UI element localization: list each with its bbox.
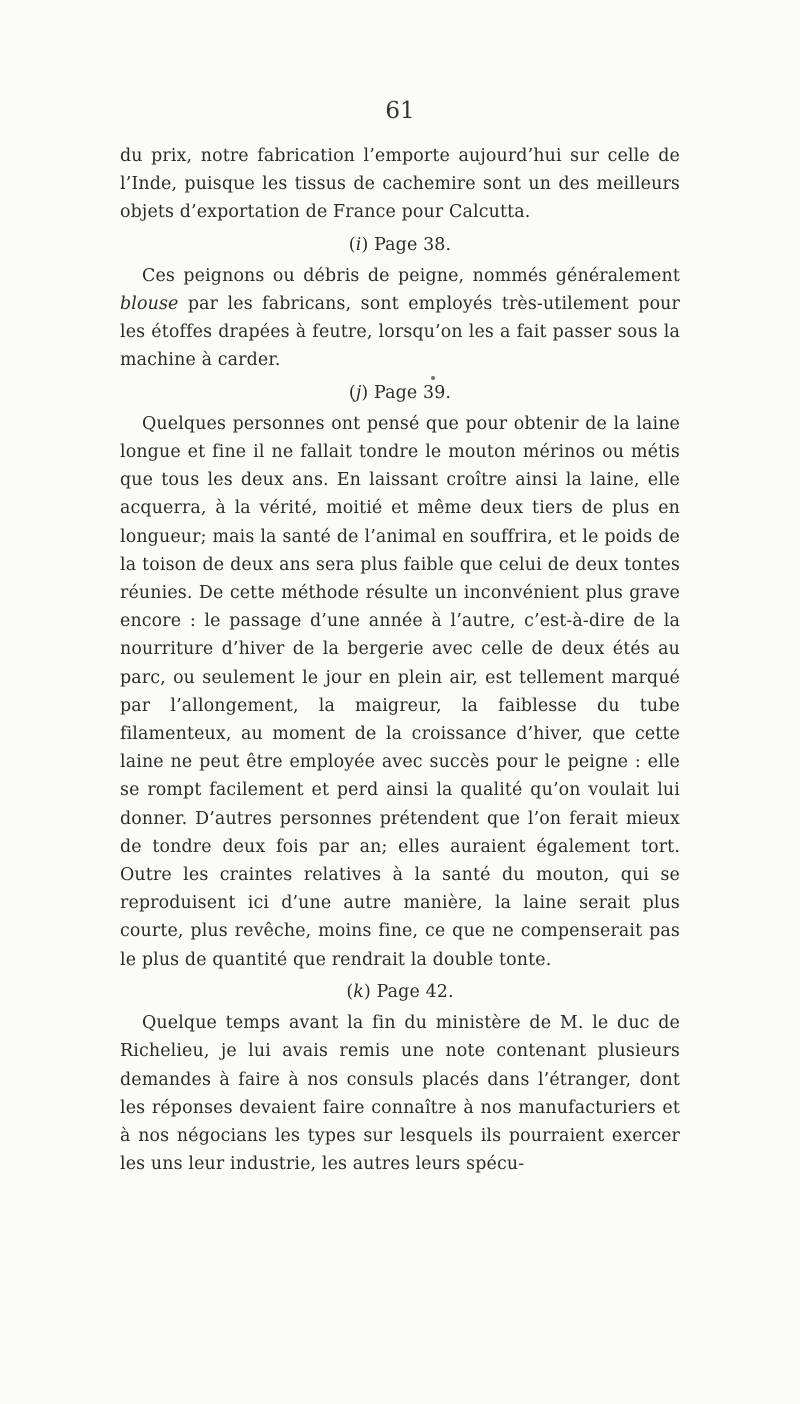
note-page-ref-k: Page 42. bbox=[376, 981, 454, 1002]
note-marker-k: k bbox=[353, 981, 364, 1002]
note-heading-k: (k) Page 42. bbox=[346, 981, 454, 1002]
note-text-i-end: par les fabricans, sont employés très-utilement pour les étoffes drapées à feutre, lorsqu’on les a fait passer sous la machine à carder. bbox=[120, 294, 680, 371]
note-paragraph-j: Quelques personnes ont pensé que pour obtenir de la laine longue et fine il ne fallait tondre le mouton mérinos ou métis que tous les deux ans. En laissant croître ainsi la laine, elle acquerra, à la vérité, moitié et même deux tiers de plus en longueur; mais la santé de l’animal en souffrira, et le poids de la toison de deux ans sera plus faible que celui de deux tontes réunies. De cette méthode résulte un inconvénient plus grave encore : le passage d’une année à l’autre, c’est-à-dire de la nourriture d’hiver de la bergerie avec celle de deux étés au parc, ou seulement le jour en plein air, est tellement marqué par l’allongement, la maigreur, la faiblesse du tube filamenteux, au moment de la croissance d’hiver, que cette laine ne peut être employée avec succès pour le peigne : elle se rompt facilement et perd ainsi la qualité qu’on voulait lui donner. D’autres personnes prétendent que l’on ferait mieux de tondre deux fois par an; elles auraient également tort. Outre les craintes relatives à la santé du mouton, qui se reproduisent ici d’une autre manière, la laine serait plus courte, plus revêche, moins fine, ce que ne compenserait pas le plus de quantité que rendrait la double tonte. bbox=[120, 413, 680, 970]
note-paragraph-i bbox=[120, 262, 680, 375]
note-marker-j: j bbox=[355, 382, 362, 403]
note-page-ref-j: Page 39. bbox=[374, 382, 452, 403]
note-marker-i: i bbox=[355, 234, 362, 255]
ink-dot bbox=[431, 376, 435, 380]
opening-paragraph: du prix, notre fabrication l’emporte aujourd’hui sur celle de l’Inde, puisque les tissus de cachemire sont un des meilleurs objets d’exportation de France pour Calcutta. bbox=[120, 146, 680, 223]
note-heading-i: (i) Page 38. bbox=[348, 234, 452, 255]
page-number: 61 bbox=[385, 98, 415, 124]
note-emphasis-blouse: blouse bbox=[120, 294, 179, 315]
note-heading-j: (j) Page 39. bbox=[348, 382, 452, 403]
page-text bbox=[120, 142, 680, 1178]
note-paragraph-k: Quelque temps avant la fin du ministère de M. le duc de Richelieu, je lui avais remis une note contenant plusieurs demandes à faire à nos consuls placés dans l’étranger, dont les réponses devaient faire connaître à nos manufacturiers et à nos négocians les types sur lesquels ils pourraient exercer les uns leur industrie, les autres leurs spécu- bbox=[120, 1013, 680, 1175]
note-text-i-start: Ces peignons ou débris de peigne, nommés généralement bbox=[142, 265, 680, 286]
note-page-ref-i: Page 38. bbox=[374, 234, 452, 255]
